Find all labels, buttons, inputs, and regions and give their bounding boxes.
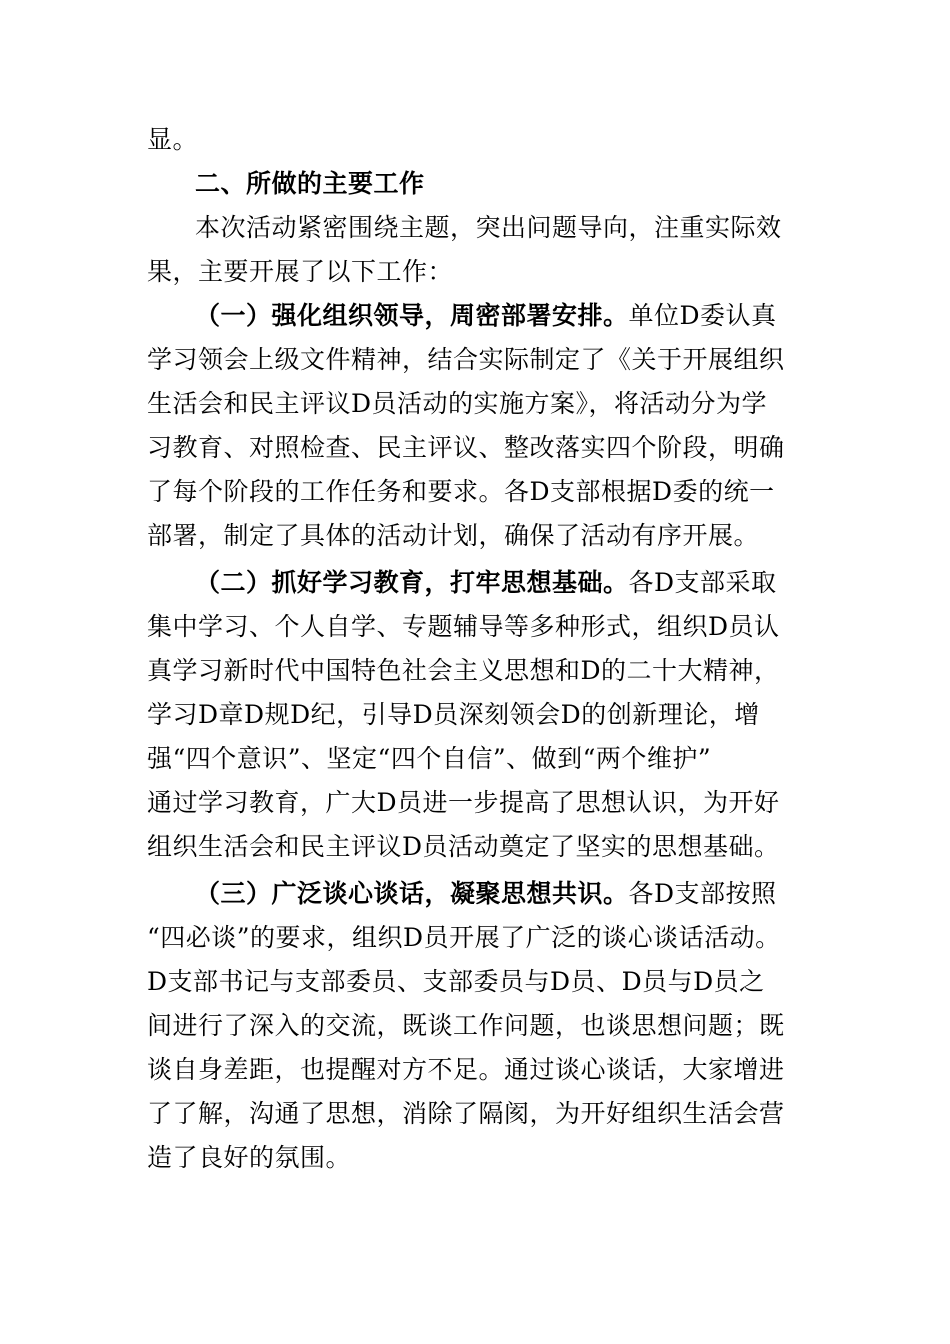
text-line: 间进行了深入的交流，既谈工作问题，也谈思想问题；既 <box>147 1011 785 1040</box>
text-line: 集中学习、个人自学、专题辅导等多种形式，组织D员认 <box>147 612 780 641</box>
subheading: （二）抓好学习教育，打牢思想基础。 <box>195 568 629 597</box>
text-line: 学习D章D规D纪，引导D员深刻领会D的创新理论，增 <box>147 700 760 729</box>
text-line: D支部书记与支部委员、支部委员与D员、D员与D员之 <box>147 967 765 996</box>
text-line: 了每个阶段的工作任务和要求。各D支部根据D委的统一 <box>147 477 775 506</box>
text-line: 真学习新时代中国特色社会主义思想和D的二十大精神， <box>147 656 780 685</box>
paragraph-first-line <box>195 563 777 603</box>
text-line: 造了良好的氛围。 <box>147 1143 352 1172</box>
paragraph-first-line <box>195 874 777 914</box>
text-line: 强“四个意识”、坚定“四个自信”、做到“两个维护” <box>147 744 712 773</box>
text-line: 本次活动紧密围绕主题，突出问题导向，注重实际效 <box>195 213 782 242</box>
text-run: 单位D委认真 <box>628 301 777 330</box>
text-line: 部署，制定了具体的活动计划，确保了活动有序开展。 <box>147 521 760 550</box>
subheading: （一）强化组织领导，周密部署安排。 <box>195 301 629 330</box>
paragraph-first-line <box>195 296 777 336</box>
section-heading: 二、所做的主要工作 <box>195 169 425 198</box>
text-line: 组织生活会和民主评议D员活动奠定了坚实的思想基础。 <box>147 832 780 861</box>
text-run: 各D支部按照 <box>628 879 777 908</box>
text-line: 习教育、对照检查、民主评议、整改落实四个阶段，明确 <box>147 433 785 462</box>
text-line: 学习领会上级文件精神，结合实际制定了《关于开展组织 <box>147 345 785 374</box>
text-run: 各D支部采取 <box>628 568 777 597</box>
text-line: 谈自身差距，也提醒对方不足。通过谈心谈话，大家增进 <box>147 1055 785 1084</box>
subheading: （三）广泛谈心谈话，凝聚思想共识。 <box>195 879 629 908</box>
text-line: 了了解，沟通了思想，消除了隔阂，为开好组织生活会营 <box>147 1099 785 1128</box>
text-line: 果，主要开展了以下工作： <box>147 257 454 286</box>
text-line: “四必谈”的要求，组织D员开展了广泛的谈心谈话活动。 <box>147 923 781 952</box>
text-line: 生活会和民主评议D员活动的实施方案》，将活动分为学 <box>147 389 768 418</box>
text-line: 通过学习教育，广大D员进一步提高了思想认识，为开好 <box>147 788 780 817</box>
text-line: 显。 <box>147 125 199 154</box>
